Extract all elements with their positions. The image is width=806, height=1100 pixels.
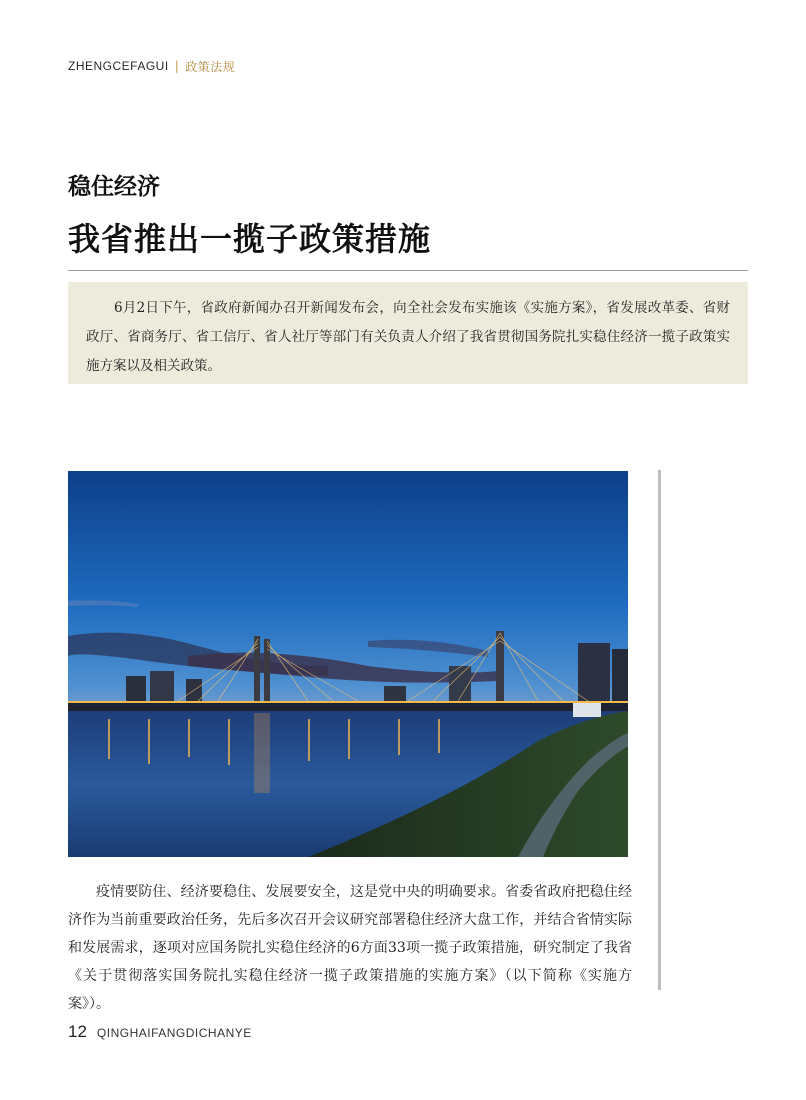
lead-paragraph: 6月2日下午，省政府新闻办召开新闻发布会，向全社会发布实施该《实施方案》，省发展改革委、省财政厅、省商务厅、省工信厅、省人社厅等部门有关负责人介绍了我省贯彻国务院扎实稳住经济一揽子政策实施方案以及相关政策。 bbox=[86, 300, 730, 374]
title-divider bbox=[68, 270, 748, 271]
header-separator: | bbox=[174, 59, 180, 73]
page-number: 12 bbox=[68, 1022, 87, 1041]
article-subtitle: 稳住经济 bbox=[68, 174, 160, 200]
article-title: 我省推出一揽子政策措施 bbox=[68, 220, 432, 258]
section-name-en: ZHENGCEFAGUI bbox=[68, 59, 169, 73]
running-header bbox=[68, 56, 235, 76]
side-bar bbox=[658, 470, 661, 990]
page-footer bbox=[68, 1022, 252, 1042]
magazine-name: QINGHAIFANGDICHANYE bbox=[96, 1026, 252, 1040]
body-paragraph: 疫情要防住、经济要稳住、发展要安全，这是党中央的明确要求。省委省政府把稳住经济作为当前重要政治任务，先后多次召开会议研究部署稳住经济大盘工作，并结合省情实际和发展需求，逐项对应国务院扎实稳住经济的6方面33项一揽子政策措施，研究制定了我省《关于贯彻落实国务院扎实稳住经济一揽子政策措施的实施方案》（以下简称《实施方案》）。 bbox=[68, 884, 632, 1012]
section-name-zh: 政策法规 bbox=[185, 59, 236, 74]
bridge-photo bbox=[68, 471, 628, 857]
lead-box bbox=[68, 282, 748, 384]
